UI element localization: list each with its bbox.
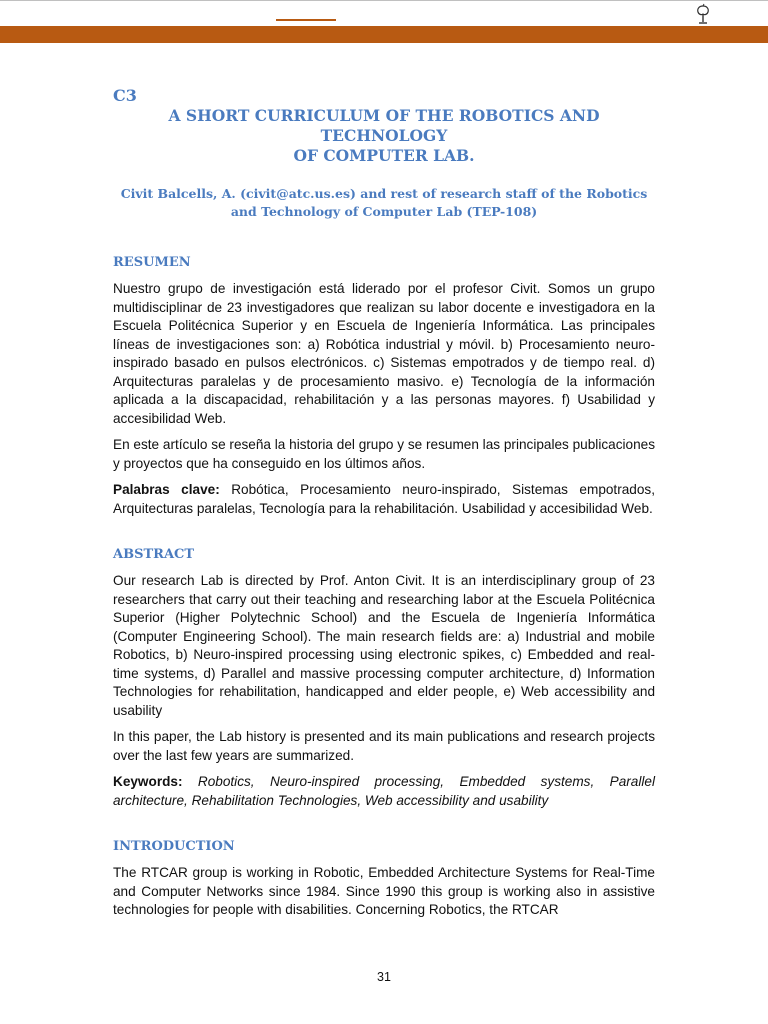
abstract-keywords [113, 773, 655, 810]
page-header-bar [0, 0, 768, 26]
abstract-paragraph-2: In this paper, the Lab history is presented and its main publications and research projects over the last few years are summarized. [113, 729, 655, 763]
introduction-paragraph-1: The RTCAR group is working in Robotic, Embedded Architecture Systems for Real-Time and Computer Networks since 1984. Since 1990 this group is working also in assistive technologies for people with disabilities. Concerning Robotics, the RTCAR [113, 865, 655, 917]
article-title-line-1: A SHORT CURRICULUM OF THE ROBOTICS AND TECHNOLOGY [168, 106, 600, 145]
article-body [113, 86, 655, 920]
resumen-paragraph-2: En este artículo se reseña la historia del grupo y se resumen las principales publicaciones y proyectos que ha conseguido en los últimos años. [113, 437, 655, 471]
introduction-heading: INTRODUCTION [113, 839, 235, 854]
apple-tree-icon [694, 3, 712, 25]
resumen-heading: RESUMEN [113, 255, 191, 270]
abstract-keywords-label: Keywords: [113, 774, 183, 789]
resumen-keywords-text: Robótica, Procesamiento neuro-inspirado, Sistemas empotrados, Arquitecturas paralelas, Tecnología para la rehabilitación. Usabilidad y accesibilidad Web. [113, 482, 655, 516]
article-title-line-2: OF COMPUTER LAB. [293, 146, 475, 165]
article-authors [113, 185, 655, 221]
abstract-heading: ABSTRACT [113, 547, 195, 562]
header-accent-band [0, 26, 768, 43]
abstract-keywords-text: Robotics, Neuro-inspired processing, Embedded systems, Parallel architecture, Rehabilitation Technologies, Web accessibility and usability [113, 774, 655, 808]
resumen-keywords-label: Palabras clave: [113, 482, 220, 497]
abstract-paragraph-1: Our research Lab is directed by Prof. Anton Civit. It is an interdisciplinary group of 23 researchers that carry out their teaching and researching labor at the Escuela Politécnica Superior (Higher Polytechnic School) and the Escuela de Ingeniería Informática (Computer Engineering School). The main research fields are: a) Industrial and mobile Robotics, b) Neuro-inspired processing using electronic spikes, c) Embedded and real-time systems, d) Parallel and massive processing computer architecture, d) Information Technologies for rehabilitation, handicapped and elder people, e) Web accessibility and usability [113, 573, 655, 718]
resumen-paragraph-1: Nuestro grupo de investigación está liderado por el profesor Civit. Somos un grupo multidisciplinar de 23 investigadores que realizan su labor docente e investigadora en la Escuela Politécnica Superior y en Escuela de Ingeniería Informática. Las principales líneas de investigaciones son: a) Robótica industrial y móvil. b) Procesamiento neuro-inspirado basado en pulsos electrónicos. c) Sistemas empotrados y de tiempo real. d) Arquitecturas paralelas y de procesamiento masivo. e) Tecnología de la información aplicada a la discapacidad, rehabilitación y a las personas mayores. f) Usabilidad y accesibilidad Web. [113, 281, 655, 426]
resumen-keywords [113, 481, 655, 518]
article-code: C3 [113, 86, 137, 105]
page-number: 31 [377, 970, 391, 984]
authors-line-2: and Technology of Computer Lab (TEP-108) [230, 204, 538, 219]
header-underline [276, 19, 336, 21]
article-title [113, 106, 655, 166]
authors-line-1: Civit Balcells, A. (civit@atc.us.es) and rest of research staff of the Robotics [120, 186, 648, 201]
